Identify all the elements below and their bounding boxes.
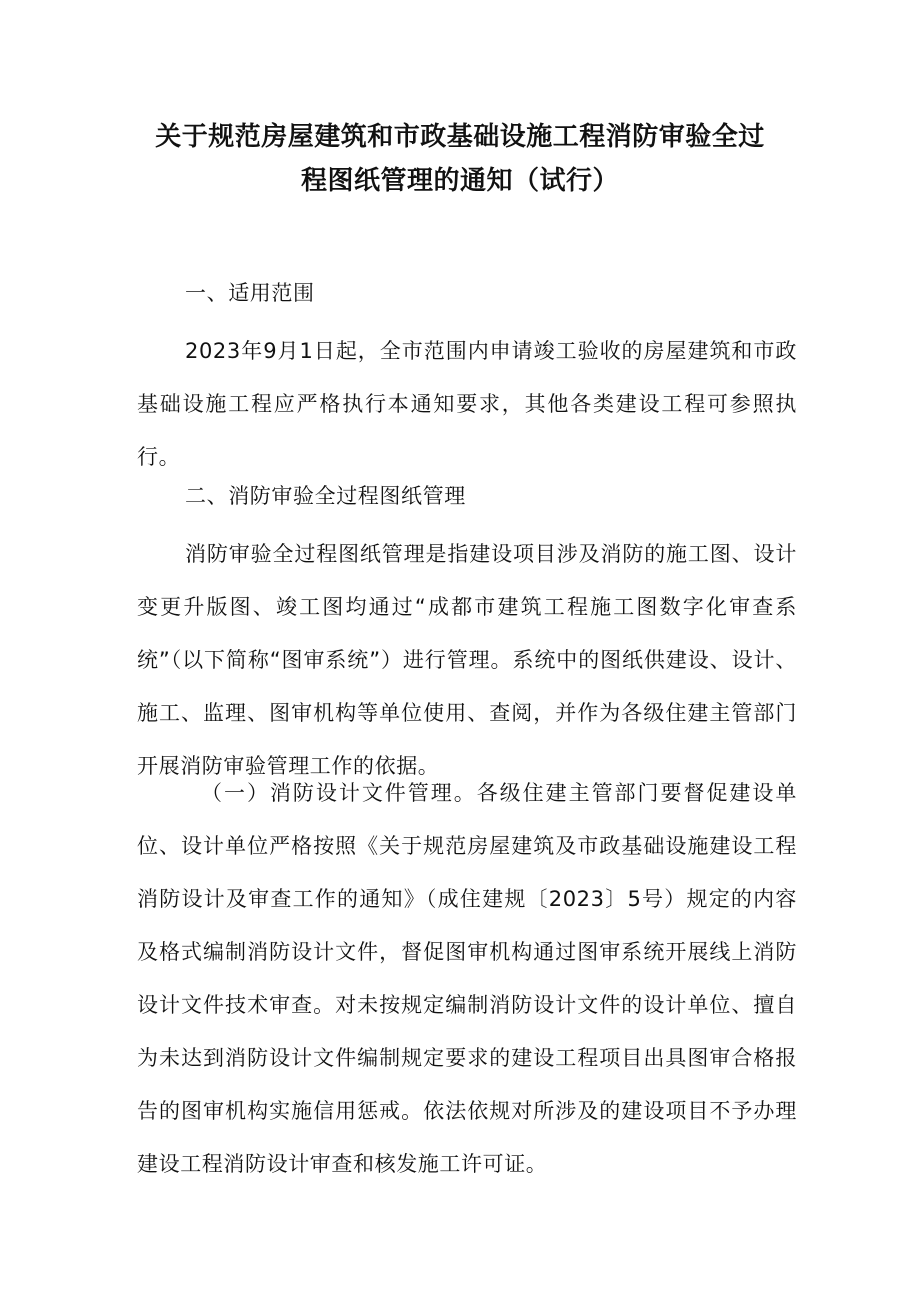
section-2-heading: 二、消防审验全过程图纸管理 xyxy=(185,484,466,508)
subsection-1-paragraph: （一）消防设计文件管理。各级住建主管部门要督促建设单位、设计单位严格按照《关于规范房屋建筑及市政基础设施建设工程消防设计及审查工作的通知》（成住建规〔2023〕5号）规定的内容及格式编制消防设计文件，督促图审机构通过图审系统开展线上消防设计文件技术审查。对未按规定编制消防设计文件的设计单位、擅自为未达到消防设计文件编制规定要求的建设工程项目出具图审合格报告的图审机构实施信用惩戒。依法依规对所涉及的建设项目不予办理建设工程消防设计审查和核发施工许可证。 xyxy=(137,781,797,1176)
document-title-line-1: 关于规范房屋建筑和市政基础设施工程消防审验全过 xyxy=(155,122,765,152)
section-2-paragraph: 消防审验全过程图纸管理是指建设项目涉及消防的施工图、设计变更升版图、竣工图均通过“成都市建筑工程施工图数字化审查系统”（以下简称“图审系统”）进行管理。系统中的图纸供建设、设计、施工、监理、图审机构等单位使用、查阅，并作为各级住建主管部门开展消防审验管理工作的依据。 xyxy=(137,542,797,778)
section-1-paragraph: 2023年9月1日起，全市范围内申请竣工验收的房屋建筑和市政基础设施工程应严格执行本通知要求，其他各类建设工程可参照执行。 xyxy=(137,339,797,469)
document-title-line-2: 程图纸管理的通知（试行） xyxy=(300,166,619,196)
section-1-heading: 一、适用范围 xyxy=(185,281,315,305)
